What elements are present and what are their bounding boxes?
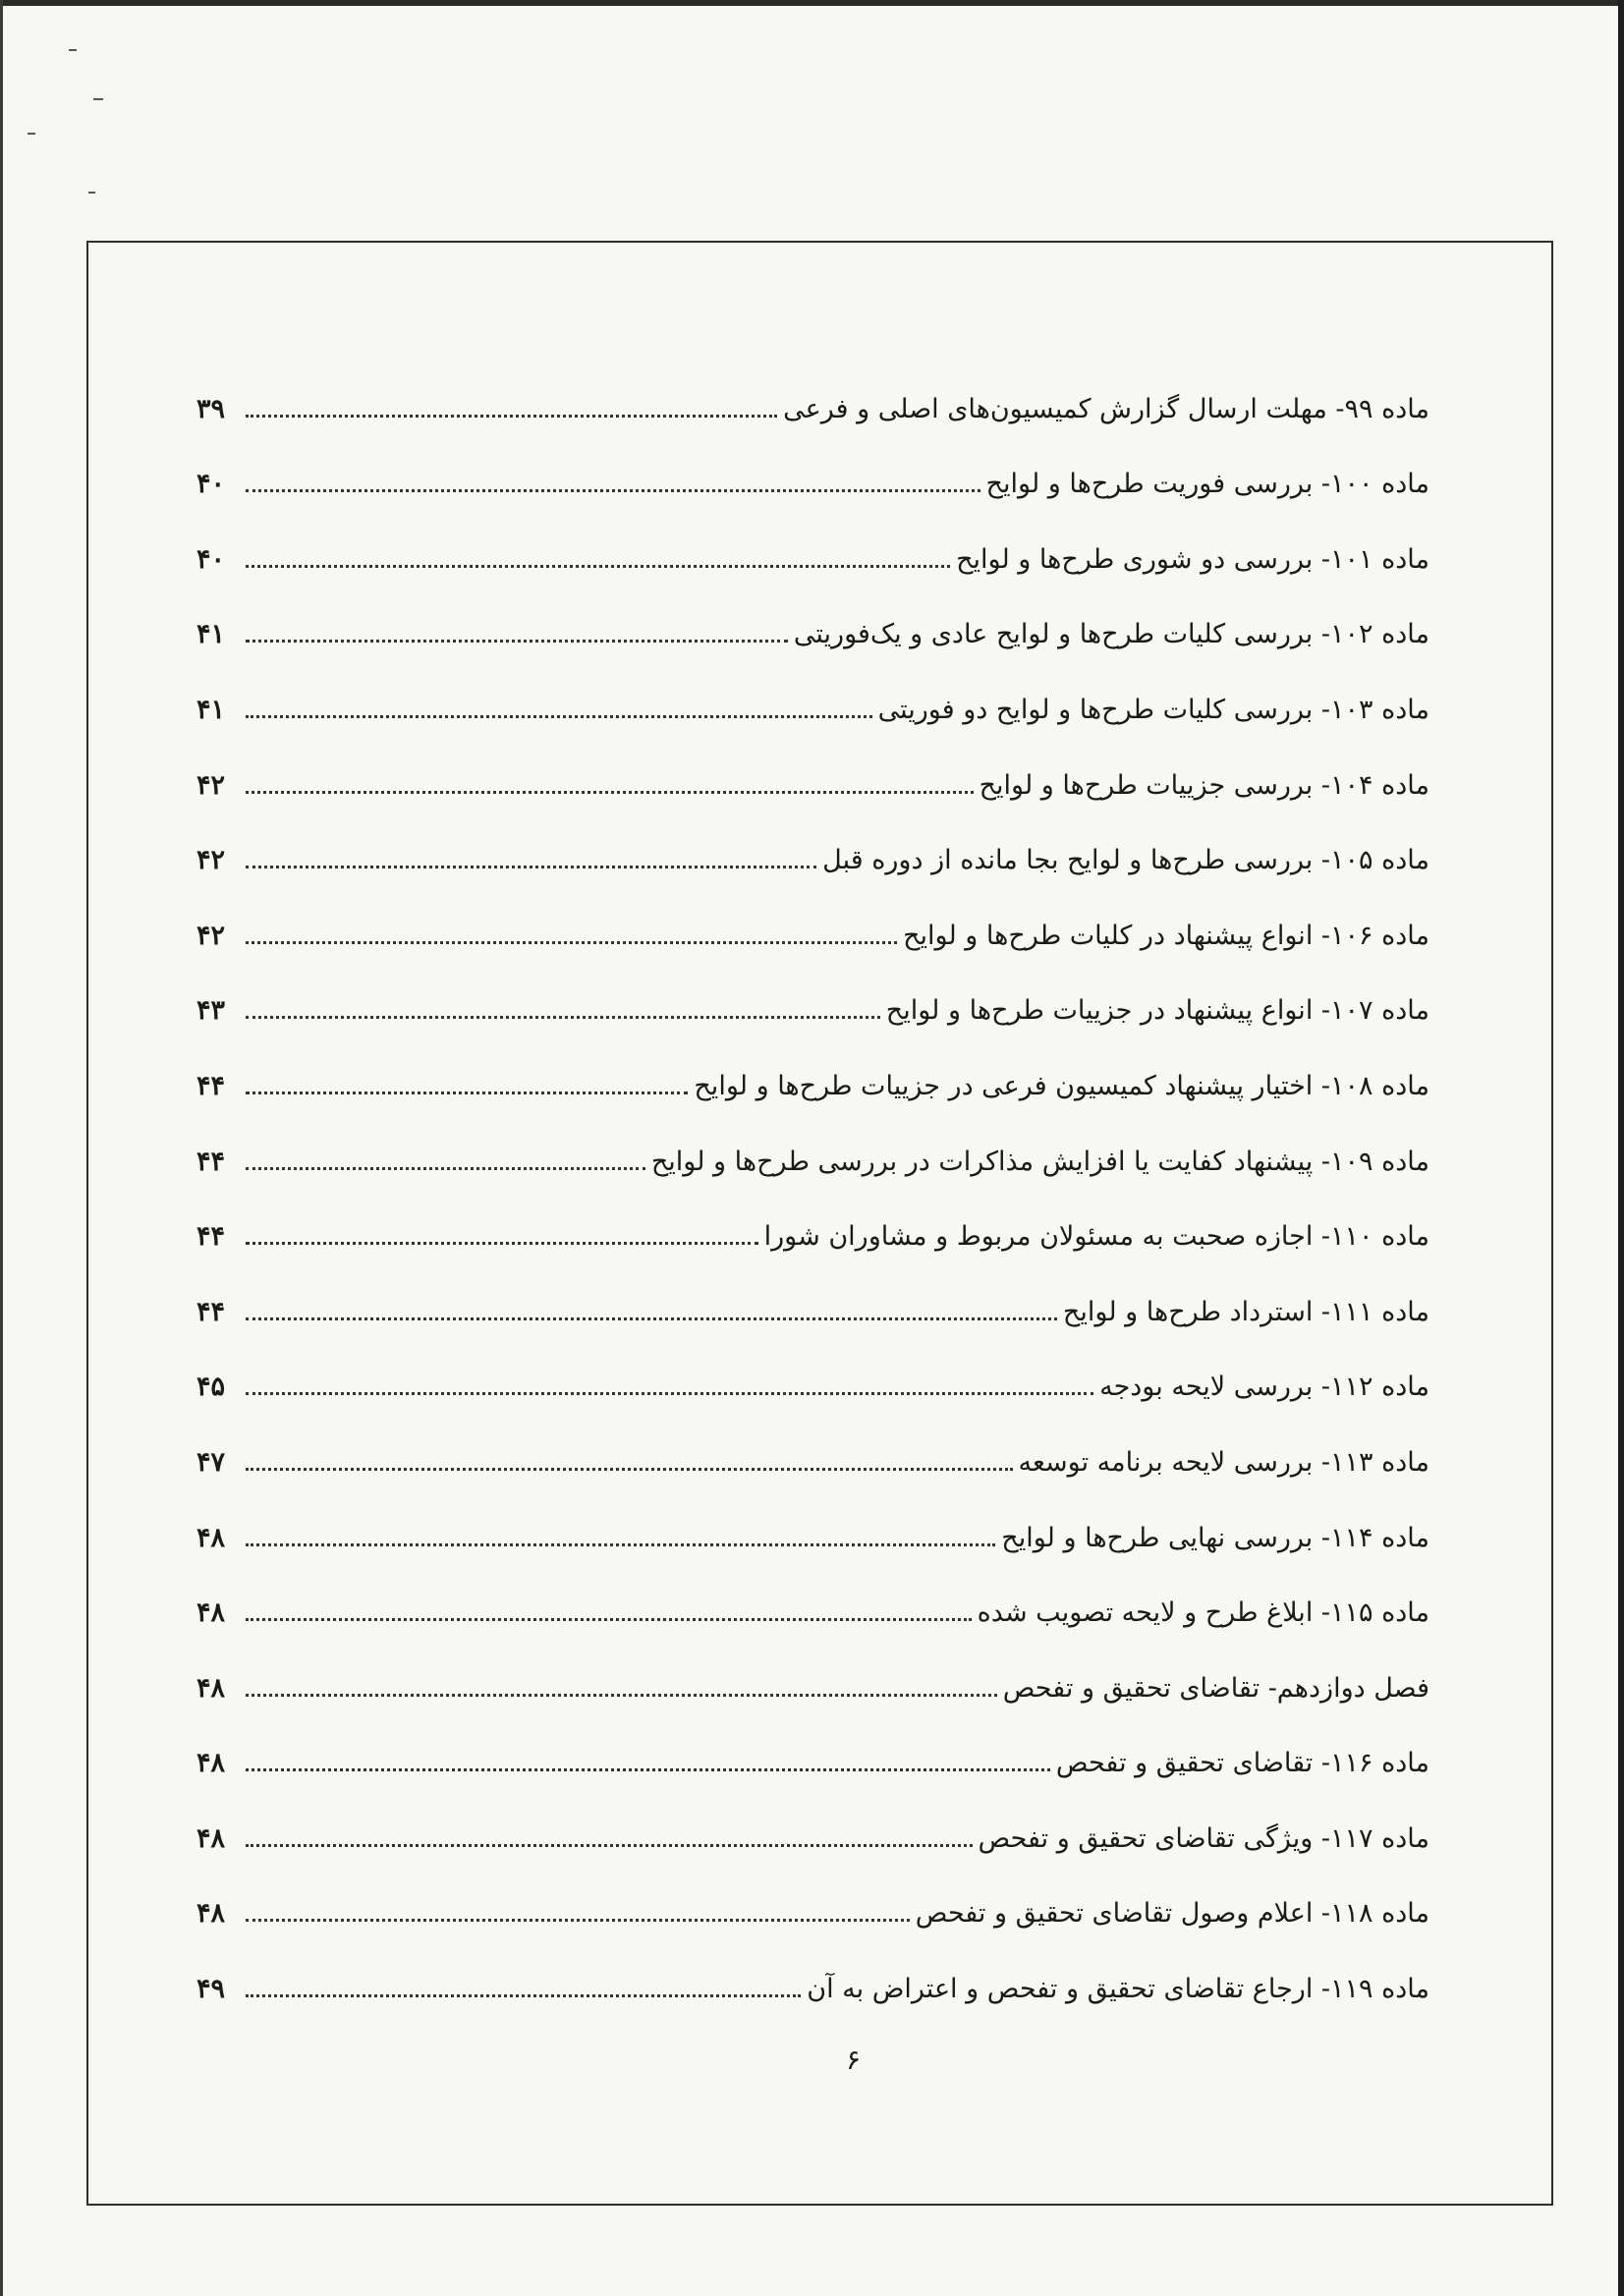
dot-leader <box>246 941 897 944</box>
scan-right-edge <box>1618 0 1624 2296</box>
dot-leader <box>246 791 974 794</box>
dot-leader <box>246 489 980 492</box>
toc-entry-page: ۴۰ <box>196 543 226 575</box>
toc-entry <box>196 1332 1429 1408</box>
toc-entry-page: ۴۱ <box>196 619 226 650</box>
toc-entry <box>196 1933 1429 2009</box>
toc-entry-title: ماده ۱۱۱- استرداد طرح‌ها و لوایح <box>1062 1296 1429 1327</box>
scan-speck <box>88 192 95 194</box>
toc-entry-title: ماده ۱۱۹- ارجاع تقاضای تحقیق و تفحص و اعتراض به آن <box>807 1974 1429 2005</box>
toc-entry-title: ماده ۱۰۳- بررسی کلیات طرح‌ها و لوایح دو فوریتی <box>877 694 1429 725</box>
toc-entry-page: ۴۸ <box>196 1898 226 1930</box>
dot-leader <box>246 1618 972 1621</box>
toc-entry-title: ماده ۱۰۱- بررسی دو شوری طرح‌ها و لوایح <box>956 543 1429 575</box>
dot-leader <box>246 1092 688 1094</box>
dot-leader <box>246 1242 758 1245</box>
dot-leader <box>246 640 788 643</box>
toc-entry <box>196 654 1429 730</box>
toc-entry <box>196 1182 1429 1258</box>
toc-entry-title: ماده ۱۰۲- بررسی کلیات طرح‌ها و لوایح عادی و یک‌فوریتی <box>793 619 1429 650</box>
toc-entry-title: ماده ۹۹- مهلت ارسال گزارش کمیسیون‌های اصلی و فرعی <box>783 393 1429 424</box>
toc-entry <box>196 1483 1429 1558</box>
dot-leader <box>246 1468 1013 1471</box>
dot-leader <box>246 565 950 568</box>
toc-entry <box>196 1558 1429 1634</box>
toc-entry <box>196 1257 1429 1332</box>
toc-entry-page: ۴۸ <box>196 1522 226 1553</box>
dot-leader <box>246 715 872 718</box>
scan-speck <box>93 98 103 100</box>
toc-entry <box>196 1859 1429 1934</box>
toc-entry-page: ۴۹ <box>196 1974 226 2005</box>
scan-top-edge <box>0 0 1624 6</box>
toc-entry <box>196 1783 1429 1859</box>
toc-entry-page: ۴۲ <box>196 920 226 951</box>
dot-leader <box>246 1919 910 1922</box>
table-of-contents <box>196 354 1429 2009</box>
toc-entry-title: ماده ۱۱۳- بررسی لایحه برنامه توسعه <box>1018 1446 1429 1478</box>
toc-entry <box>196 1031 1429 1106</box>
dot-leader <box>246 1016 880 1019</box>
dot-leader <box>246 415 777 418</box>
toc-entry-title: ماده ۱۰۸- اختیار پیشنهاد کمیسیون فرعی در جزییات طرح‌ها و لوایح <box>694 1070 1429 1101</box>
toc-entry-page: ۴۴ <box>196 1296 226 1327</box>
toc-entry-page: ۴۲ <box>196 769 226 801</box>
scan-left-edge <box>0 0 3 2296</box>
toc-entry-page: ۴۷ <box>196 1446 226 1478</box>
toc-entry <box>196 956 1429 1032</box>
toc-entry-title: ماده ۱۰۹- پیشنهاد کفایت یا افزایش مذاکرات در بررسی طرح‌ها و لوایح <box>650 1146 1429 1177</box>
dot-leader <box>246 1994 801 1997</box>
toc-entry-title: ماده ۱۰۵- بررسی طرح‌ها و لوایح بجا مانده از دوره قبل <box>822 845 1429 876</box>
dot-leader <box>246 1844 973 1847</box>
toc-entry-page: ۴۵ <box>196 1372 226 1403</box>
toc-entry-title: ماده ۱۰۴- بررسی جزییات طرح‌ها و لوایح <box>979 769 1429 801</box>
toc-entry-page: ۴۴ <box>196 1070 226 1101</box>
toc-entry <box>196 806 1429 881</box>
toc-entry-page: ۴۸ <box>196 1822 226 1854</box>
toc-entry <box>196 880 1429 956</box>
dot-leader <box>246 1167 645 1170</box>
toc-entry-title: ماده ۱۱۷- ویژگی تقاضای تحقیق و تفحص <box>978 1822 1429 1854</box>
toc-entry-title: ماده ۱۱۲- بررسی لایحه بودجه <box>1099 1372 1429 1403</box>
toc-entry-title: ماده ۱۰۰- بررسی فوریت طرح‌ها و لوایح <box>985 469 1429 500</box>
toc-entry-title: فصل دوازدهم- تقاضای تحقیق و تفحص <box>1002 1672 1429 1704</box>
dot-leader <box>246 1543 995 1546</box>
toc-entry-page: ۴۸ <box>196 1672 226 1704</box>
dot-leader <box>246 1768 1050 1771</box>
toc-entry-page: ۴۳ <box>196 995 226 1027</box>
toc-entry <box>196 504 1429 580</box>
scan-speck <box>69 49 77 51</box>
toc-entry <box>196 1633 1429 1708</box>
toc-entry <box>196 1407 1429 1483</box>
toc-entry-page: ۴۴ <box>196 1146 226 1177</box>
toc-entry <box>196 580 1429 655</box>
dot-leader <box>246 1392 1093 1395</box>
dot-leader <box>246 1694 997 1697</box>
toc-entry <box>196 354 1429 429</box>
toc-entry-title: ماده ۱۱۴- بررسی نهایی طرح‌ها و لوایح <box>1001 1522 1429 1553</box>
toc-entry-page: ۳۹ <box>196 393 226 424</box>
toc-entry-title: ماده ۱۱۰- اجازه صحبت به مسئولان مربوط و مشاوران شورا <box>763 1221 1429 1253</box>
toc-entry-title: ماده ۱۱۶- تقاضای تحقیق و تفحص <box>1055 1748 1429 1779</box>
toc-entry-page: ۴۱ <box>196 694 226 725</box>
toc-entry-page: ۴۰ <box>196 469 226 500</box>
page-number: ۶ <box>845 2044 862 2076</box>
toc-entry-title: ماده ۱۰۷- انواع پیشنهاد در جزییات طرح‌ها و لوایح <box>885 995 1429 1027</box>
toc-entry-title: ماده ۱۱۵- ابلاغ طرح و لایحه تصویب شده <box>977 1597 1429 1629</box>
toc-entry <box>196 429 1429 505</box>
toc-entry <box>196 730 1429 806</box>
toc-entry-title: ماده ۱۰۶- انواع پیشنهاد در کلیات طرح‌ها و لوایح <box>903 920 1429 951</box>
dot-leader <box>246 1317 1057 1320</box>
toc-entry <box>196 1708 1429 1784</box>
toc-entry <box>196 1106 1429 1182</box>
toc-entry-title: ماده ۱۱۸- اعلام وصول تقاضای تحقیق و تفحص <box>915 1898 1429 1930</box>
scan-speck <box>28 133 35 135</box>
toc-entry-page: ۴۴ <box>196 1221 226 1253</box>
toc-entry-page: ۴۸ <box>196 1597 226 1629</box>
toc-entry-page: ۴۲ <box>196 845 226 876</box>
toc-entry-page: ۴۸ <box>196 1748 226 1779</box>
dot-leader <box>246 866 816 868</box>
